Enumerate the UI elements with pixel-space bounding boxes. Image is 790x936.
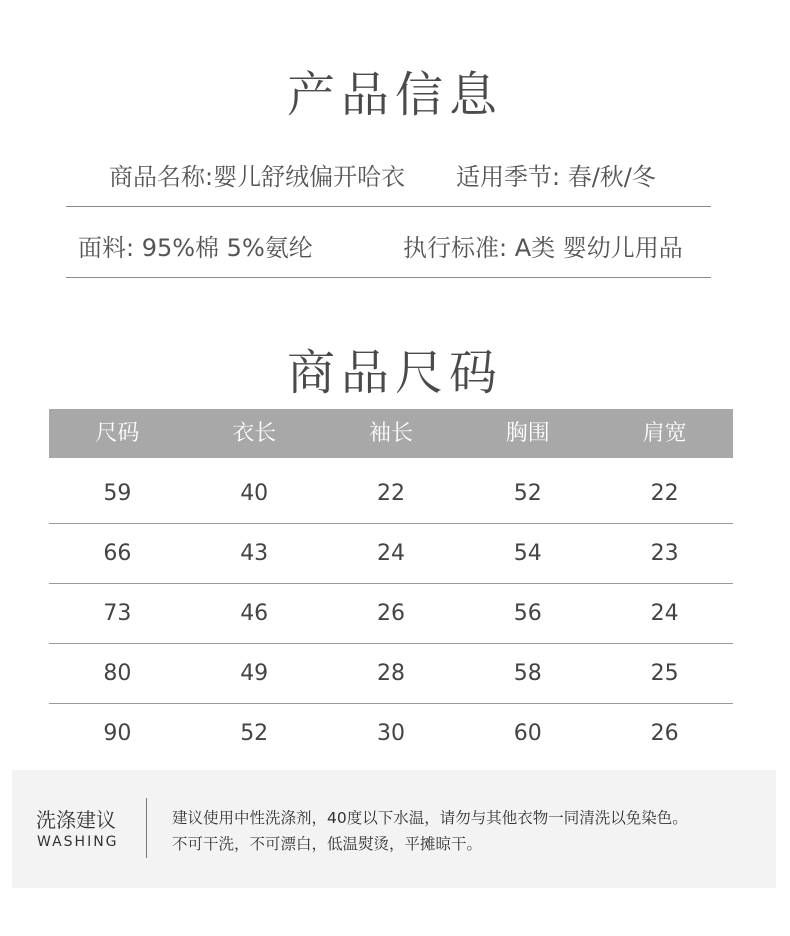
product-standard: 执行标准: A类 婴幼儿用品 xyxy=(403,234,683,262)
washing-panel xyxy=(12,770,776,888)
info-row-name-season xyxy=(66,137,711,207)
table-cell: 30 xyxy=(376,721,405,746)
header-sleeve: 袖长 xyxy=(368,421,413,446)
table-cell: 24 xyxy=(376,541,405,566)
info-row-fabric-standard xyxy=(66,208,711,278)
table-cell: 59 xyxy=(103,481,132,506)
table-cell: 66 xyxy=(103,541,132,566)
table-cell: 22 xyxy=(650,481,679,506)
table-cell: 46 xyxy=(240,601,269,626)
table-cell: 54 xyxy=(513,541,542,566)
header-size: 尺码 xyxy=(95,421,140,446)
product-name: 商品名称:婴儿舒绒偏开哈衣 xyxy=(109,163,406,191)
table-cell: 43 xyxy=(240,541,269,566)
table-cell: 90 xyxy=(103,721,132,746)
table-cell: 58 xyxy=(513,661,542,686)
washing-title: 洗涤建议 xyxy=(36,808,116,832)
table-cell: 49 xyxy=(240,661,269,686)
table-cell: 60 xyxy=(513,721,542,746)
product-season: 适用季节: 春/秋/冬 xyxy=(456,163,656,191)
table-row xyxy=(49,704,733,764)
table-cell: 52 xyxy=(513,481,542,506)
table-cell: 80 xyxy=(103,661,132,686)
table-cell: 23 xyxy=(650,541,679,566)
table-cell: 40 xyxy=(240,481,269,506)
table-row xyxy=(49,584,733,644)
table-row xyxy=(49,644,733,704)
header-length: 衣长 xyxy=(232,421,277,446)
table-cell: 22 xyxy=(376,481,405,506)
washing-subtitle: WASHING xyxy=(37,834,119,850)
table-row xyxy=(49,524,733,584)
table-cell: 24 xyxy=(650,601,679,626)
table-cell: 28 xyxy=(376,661,405,686)
table-cell: 25 xyxy=(650,661,679,686)
header-chest: 胸围 xyxy=(505,421,550,446)
size-table xyxy=(49,409,733,764)
table-cell: 26 xyxy=(376,601,405,626)
table-cell: 26 xyxy=(650,721,679,746)
size-chart-title: 商品尺码 xyxy=(286,345,503,401)
washing-instruction-2: 不可干洗，不可漂白，低温熨烫，平摊晾干。 xyxy=(172,835,483,853)
product-info-title: 产品信息 xyxy=(286,67,503,123)
size-table-header xyxy=(49,409,733,458)
washing-instruction-1: 建议使用中性洗涤剂，40度以下水温，请勿与其他衣物一同清洗以免染色。 xyxy=(172,809,688,827)
product-fabric: 面料: 95%棉 5%氨纶 xyxy=(78,234,313,262)
size-table-body xyxy=(49,464,733,764)
table-cell: 52 xyxy=(240,721,269,746)
header-shoulder: 肩宽 xyxy=(642,421,687,446)
table-cell: 73 xyxy=(103,601,132,626)
table-row xyxy=(49,464,733,524)
table-cell: 56 xyxy=(513,601,542,626)
washing-divider xyxy=(146,798,147,858)
